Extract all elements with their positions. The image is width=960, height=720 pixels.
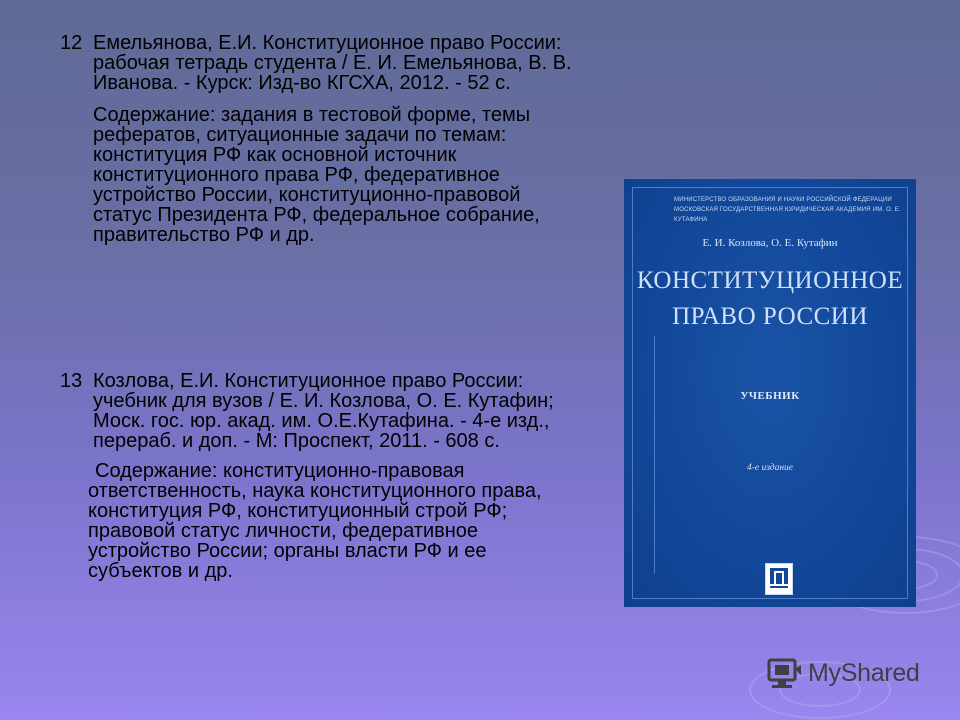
prospekt-mark-icon <box>770 568 788 590</box>
prospekt-logo-icon <box>765 563 793 595</box>
entry-description: Содержание: конституционно-правовая ответственность, наука конституционного права, конституция РФ, конституционный строй РФ; правовой статус личности, федеративное устройство России; органы власти РФ и ее субъектов и др. <box>88 460 542 582</box>
cover-publisher-line: МОСКОВСКАЯ ГОСУДАРСТВЕННАЯ ЮРИДИЧЕСКАЯ АКАДЕМИЯ ИМ. О. Е. КУТАФИНА <box>674 207 901 223</box>
cover-rule <box>654 336 655 574</box>
cover-kind: УЧЕБНИК <box>740 390 800 402</box>
entry-citation: Емельянова, Е.И. Конституционное право России: рабочая тетрадь студента / Е. И. Емельянова, В. В. Иванова. - Курск: Изд-во КГСХА, 2012. - 52 с. <box>93 32 572 94</box>
book-cover-image <box>624 179 916 607</box>
myshared-logo-icon <box>766 657 802 689</box>
cover-title-line: ПРАВО РОССИИ <box>672 303 868 330</box>
myshared-watermark <box>766 655 936 691</box>
watermark-text: MyShared <box>808 659 920 687</box>
entry-citation: Козлова, Е.И. Конституционное право России: учебник для вузов / Е. И. Козлова, О. Е. Кутафин; Моск. гос. юр. акад. им. О.Е.Кутафина. - 4-е изд., перераб. и доп. - М: Проспект, 2011. - 608 с. <box>93 370 554 452</box>
entry-number: 13 <box>60 370 83 392</box>
entry-number: 12 <box>60 32 83 54</box>
entry-description: Содержание: задания в тестовой форме, темы рефератов, ситуационные задачи по темам: конституция РФ как основной источник конституционного права РФ, федеративное устройство России, конституционно-правовой статус Президента РФ, федеральное собрание, правительство РФ и др. <box>93 104 540 246</box>
cover-authors: Е. И. Козлова, О. Е. Кутафин <box>702 237 838 249</box>
cover-title-line: КОНСТИТУЦИОННОЕ <box>636 267 904 294</box>
cover-publisher-line: МИНИСТЕРСТВО ОБРАЗОВАНИЯ И НАУКИ РОССИЙСКОЙ ФЕДЕРАЦИИ <box>674 197 892 203</box>
bibliography-entry-13 <box>60 371 580 581</box>
cover-edition: 4-е издание <box>746 463 794 473</box>
cover-publisher <box>674 195 914 225</box>
bibliography-entry-12 <box>60 33 580 245</box>
cover-title <box>624 263 916 335</box>
